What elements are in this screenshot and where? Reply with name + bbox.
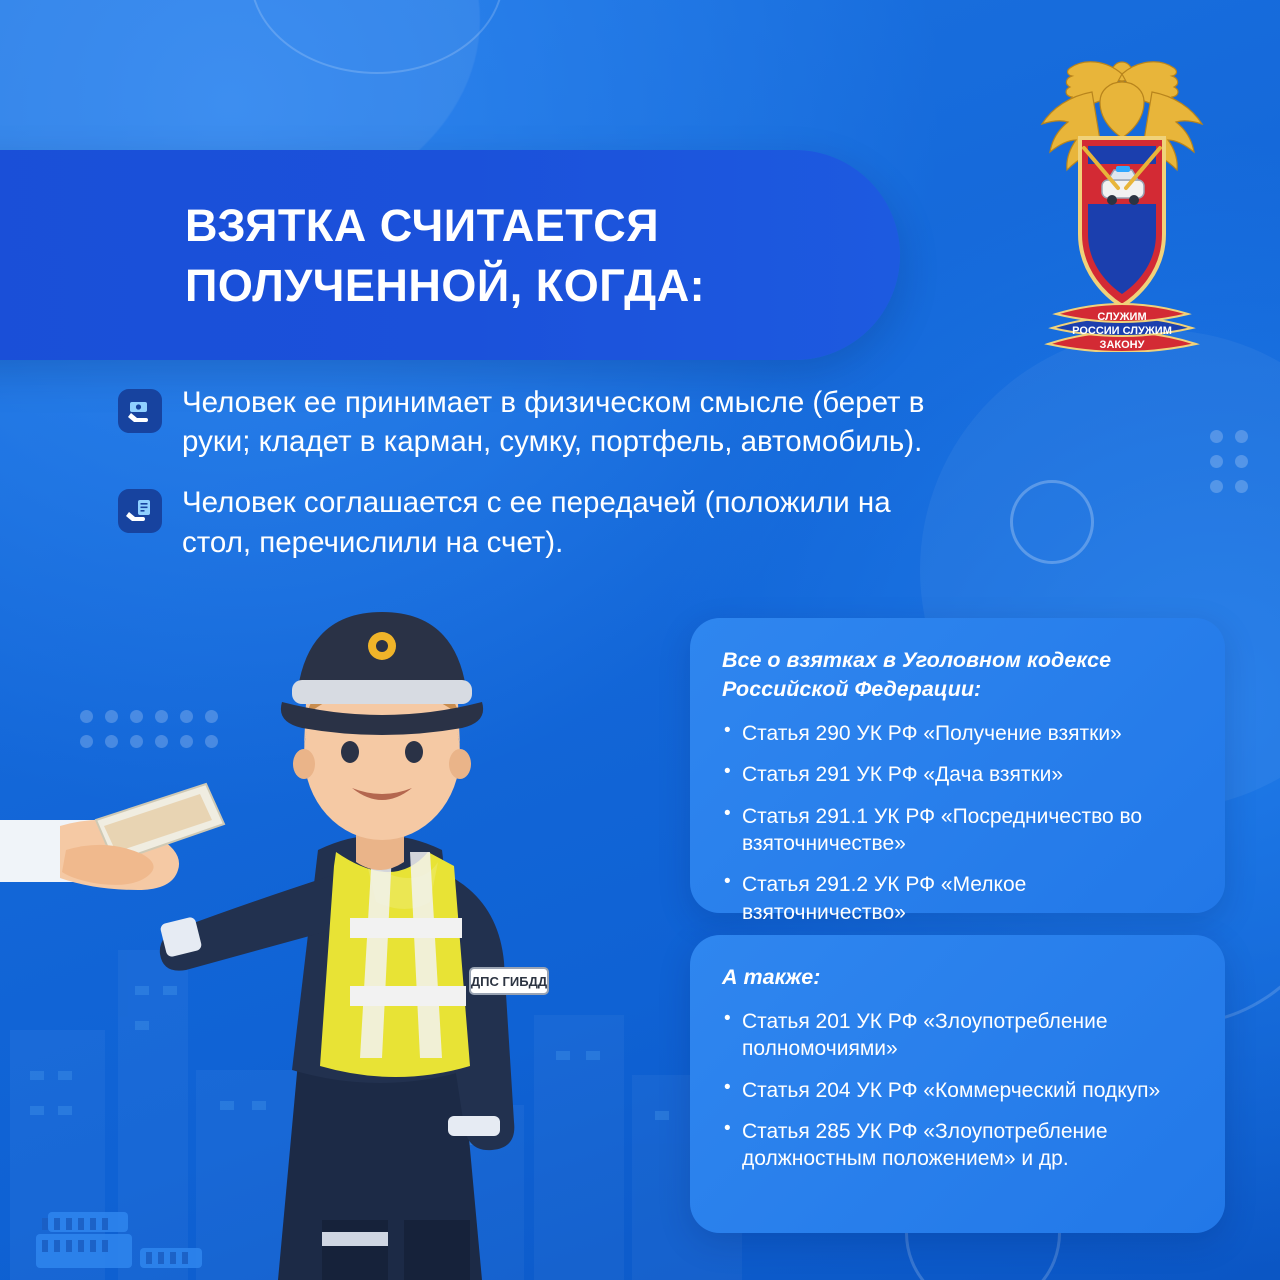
additional-articles-card: [690, 935, 1225, 1233]
card-item-list: [722, 720, 1195, 926]
list-item: • Статья 291.2 УК РФ «Мелкое взяточничество»: [722, 871, 1195, 926]
page-title: ВЗЯТКА СЧИТАЕТСЯ ПОЛУЧЕННОЙ, КОГДА:: [185, 200, 706, 311]
badge-label: ДПС ГИБДД: [470, 974, 548, 989]
list-item: • Статья 201 УК РФ «Злоупотребление полномочиями»: [722, 1008, 1195, 1063]
point-text: Человек соглашается с ее передачей (положили на стол, перечислили на счет).: [182, 486, 891, 559]
list-item: [118, 383, 948, 461]
emblem-motto-top: СЛУЖИМ: [1097, 311, 1147, 323]
hand-taking-money-icon: [118, 389, 162, 433]
list-item: • Статья 291.1 УК РФ «Посредничество во взяточничестве»: [722, 803, 1195, 858]
list-item: • Статья 291 УК РФ «Дача взятки»: [722, 761, 1195, 788]
card-item-list: [722, 1008, 1195, 1172]
criminal-code-card: [690, 618, 1225, 924]
emblem-motto-bottom: ЗАКОНУ: [1099, 339, 1145, 351]
mvd-emblem-icon: [1022, 52, 1222, 352]
decorative-dots-right-top: [1210, 430, 1248, 493]
point-text: Человек ее принимает в физическом смысле (берет в руки; кладет в карман, сумку, портфель, автомобиль).: [182, 386, 925, 459]
money-stack-illustration: [36, 1162, 266, 1272]
list-item: • Статья 290 УК РФ «Получение взятки»: [722, 720, 1195, 747]
list-item: • Статья 285 УК РФ «Злоупотребление должностным положением» и др.: [722, 1118, 1195, 1173]
card-heading: А также:: [722, 965, 821, 989]
card-heading: Все о взятках в Уголовном кодексе Российской Федерации:: [722, 648, 1112, 702]
emblem-motto-mid: РОССИИ СЛУЖИМ: [1072, 325, 1172, 337]
decorative-ring-small: [1010, 480, 1094, 564]
bribe-hand-with-money: [0, 784, 224, 890]
list-item: • Статья 204 УК РФ «Коммерческий подкуп»: [722, 1077, 1195, 1104]
